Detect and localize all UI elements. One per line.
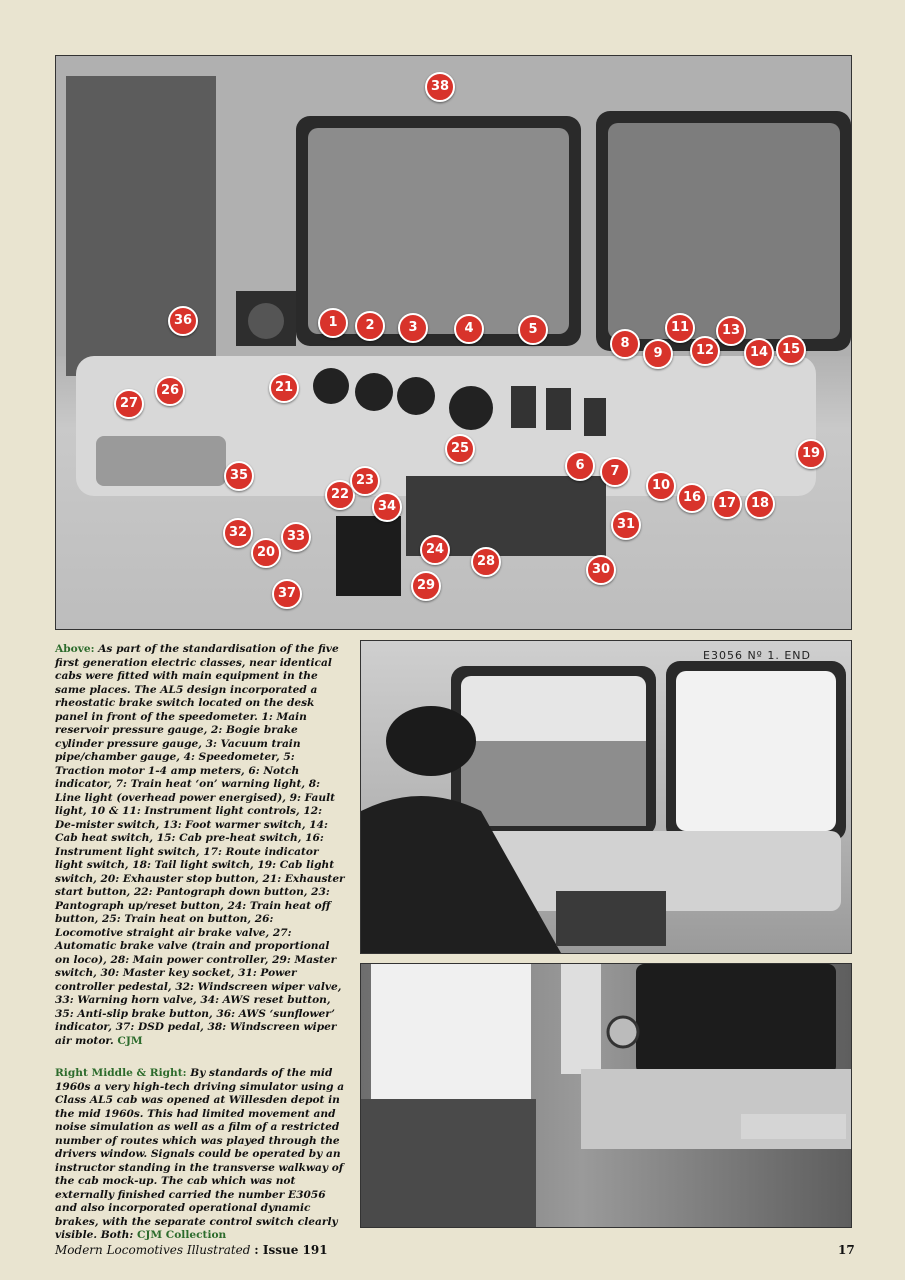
marker-24: 24 [420,535,450,565]
marker-20: 20 [251,538,281,568]
marker-31: 31 [611,510,641,540]
cab-plate-text: E3056 Nº 1. END [703,649,811,662]
marker-5: 5 [518,315,548,345]
marker-4: 4 [454,314,484,344]
marker-1: 1 [318,308,348,338]
marker-33: 33 [281,522,311,552]
marker-23: 23 [350,466,380,496]
marker-2: 2 [355,311,385,341]
marker-13: 13 [716,316,746,346]
marker-3: 3 [398,313,428,343]
caption-right-lead: Right Middle & Right: [55,1067,187,1079]
marker-7: 7 [600,457,630,487]
simulator-panel-illustration [361,964,851,1227]
marker-36: 36 [168,306,198,336]
marker-30: 30 [586,555,616,585]
simulator-photo-driver [360,640,852,954]
marker-9: 9 [643,339,673,369]
marker-16: 16 [677,483,707,513]
marker-10: 10 [646,471,676,501]
marker-28: 28 [471,547,501,577]
marker-14: 14 [744,338,774,368]
marker-15: 15 [776,335,806,365]
simulator-illustration [361,641,851,953]
caption-right-credit: CJM Collection [136,1229,227,1241]
marker-37: 37 [272,579,302,609]
caption-right [55,1067,345,1243]
marker-26: 26 [155,376,185,406]
marker-32: 32 [223,518,253,548]
caption-above-lead: Above: [55,643,95,655]
main-cab-photo [55,55,852,630]
marker-6: 6 [565,451,595,481]
marker-25: 25 [445,434,475,464]
marker-21: 21 [269,373,299,403]
marker-22: 22 [325,480,355,510]
caption-above [55,643,345,1048]
marker-29: 29 [411,571,441,601]
marker-38: 38 [425,72,455,102]
marker-8: 8 [610,329,640,359]
marker-11: 11 [665,313,695,343]
marker-35: 35 [224,461,254,491]
marker-12: 12 [690,336,720,366]
caption-right-text: By standards of the mid 1960s a very high-tech driving simulator using a Class AL5 cab was opened at Willesden depot in the mid 1960s. This had limited movement and noise simulation as well as a film of a restricted number of routes which was played through the drivers window. Signals could be operated by an instructor standing in the transverse walkway of the cab mock-up. The cab which was not externally finished carried the number E3056 and also incorporated operational dynamic brakes, with the separate control switch clearly visible. Both: [55,1067,345,1241]
caption-above-credit: CJM [117,1034,143,1047]
marker-34: 34 [372,492,402,522]
marker-17: 17 [712,489,742,519]
footer-magazine: Modern Locomotives Illustrated : Issue 191 [55,1243,328,1257]
magazine-title: Modern Locomotives Illustrated [55,1243,251,1257]
caption-above-text: As part of the standardisation of the five first generation electric classes, near identical cabs were fitted with main equipment in the same places. The AL5 design incorporated a rheostatic brake switch located on the desk panel in front of the speedometer. 1: Main reservoir pressure gauge, 2: Bogie brake cylinder pressure gauge, 3: Vacuum train pipe/chamber gauge, 4: Speedometer, 5: Traction motor 1-4 amp meters, 6: Notch indicator, 7: Train heat ‘on’ warning light, 8: Line light (overhead power energised), 9: Fault light, 10 & 11: Instrument light controls, 12: De-mister switch, 13: Foot warmer switch, 14: Cab heat switch, 15: Cab pre-heat switch, 16: Instrument light switch, 17: Route indicator light switch, 18: Tail light switch, 19: Cab light switch, 20: Exhauster stop button, 21: Exhauster start button, 22: Pantograph down button, 23: Pantograph up/reset button, 24: Train heat off button, 25: Train heat on button, 26: Locomotive straight air brake valve, 27: Automatic brake valve (train and proportional on loco), 28: Main power controller, 29: Master switch, 30: Master key socket, 31: Power controller pedestal, 32: Windscreen wiper valve, 33: Warning horn valve, 34: AWS reset button, 35: Anti-slip brake button, 36: AWS ‘sunflower’ indicator, 37: DSD pedal, 38: Windscreen wiper air motor. [55,643,345,1047]
issue-number: Issue 191 [262,1243,328,1257]
page-number: 17 [838,1243,855,1257]
marker-19: 19 [796,439,826,469]
marker-18: 18 [745,489,775,519]
simulator-photo-control-panel [360,963,852,1228]
marker-27: 27 [114,389,144,419]
